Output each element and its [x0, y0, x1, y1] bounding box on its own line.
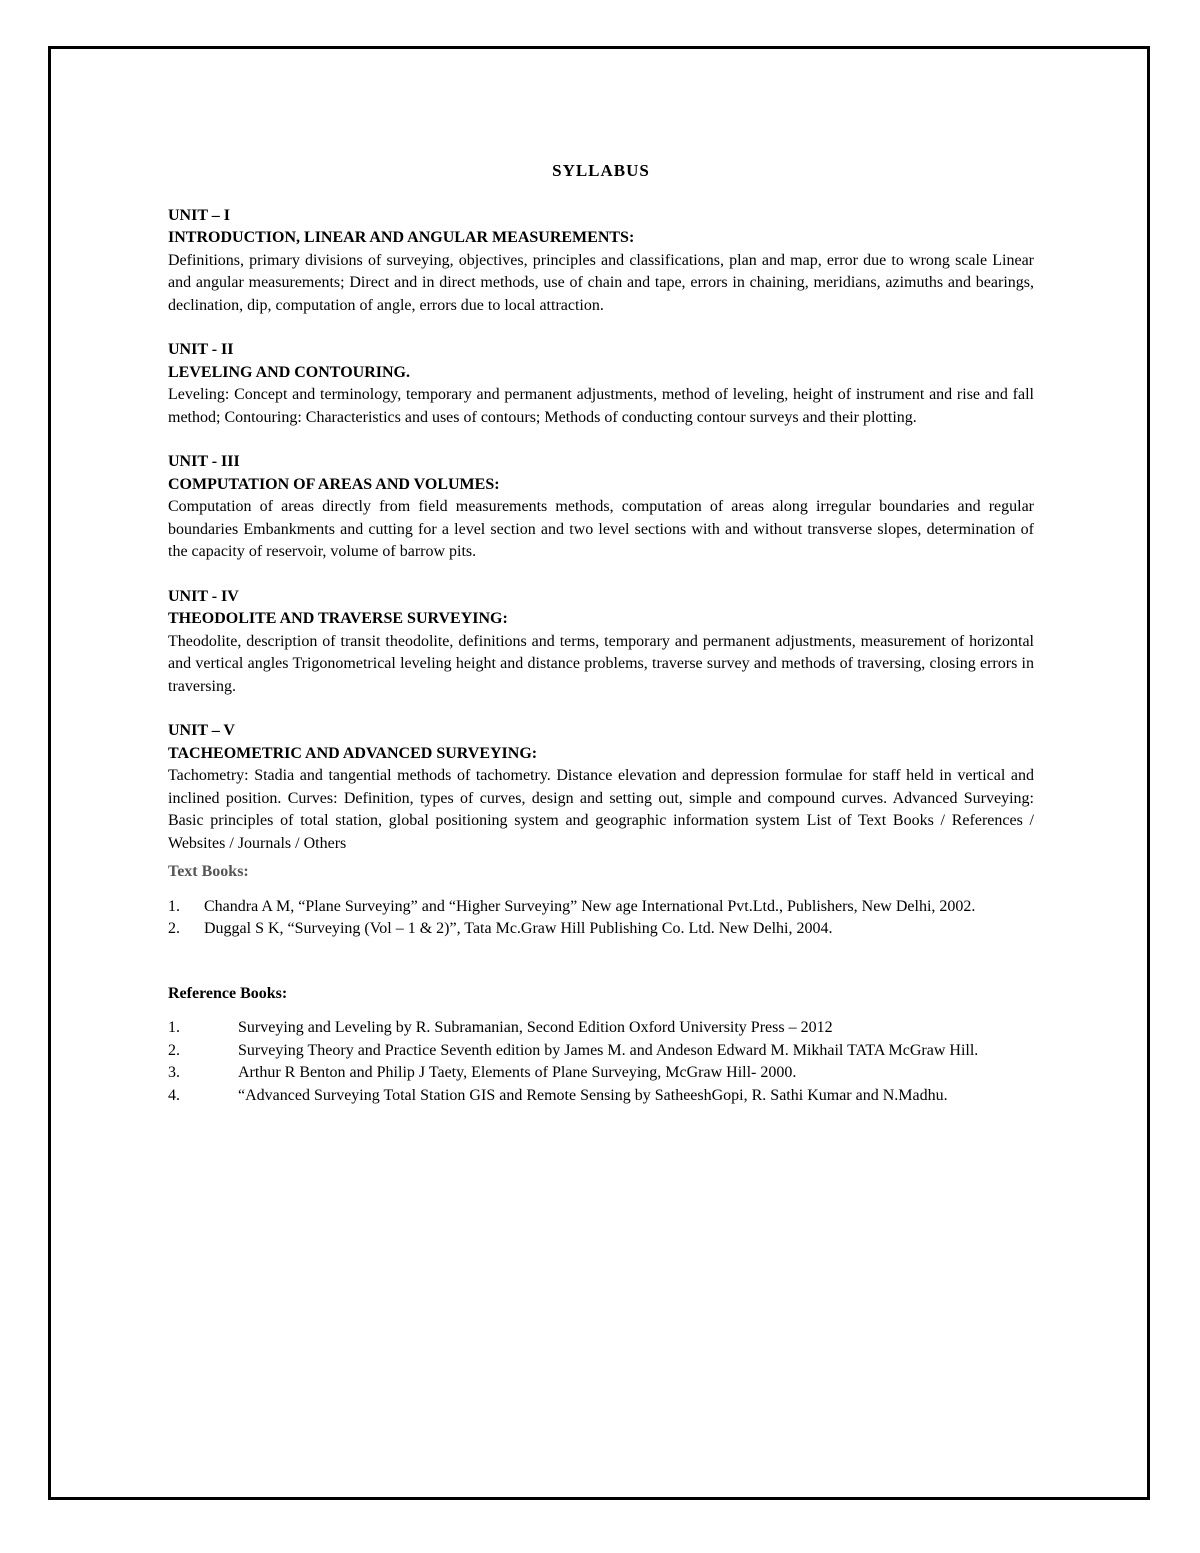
- item-number: 1.: [168, 1019, 180, 1036]
- item-number: 1.: [168, 897, 180, 915]
- list-item: [168, 1085, 1034, 1108]
- unit-body: Computation of areas directly from field measurements methods, computation of areas along irregular boundaries and regular boundaries Embankments and cutting for a level section and two level sections with and without transverse slopes, determination of the capacity of reservoir, volume of barrow pits.: [168, 498, 1034, 560]
- unit-2: [168, 339, 1034, 429]
- list-item: [168, 918, 1034, 941]
- unit-body: Tachometry: Stadia and tangential methods of tachometry. Distance elevation and depression formulae for staff held in vertical and inclined position. Curves: Definition, types of curves, design and setting out, simple and compound curves. Advanced Surveying: Basic principles of total station, global positioning system and geographic information system List of Text Books / References / Websites / Journals / Others: [168, 767, 1034, 852]
- item-number: 3.: [168, 1064, 180, 1081]
- unit-heading: THEODOLITE AND TRAVERSE SURVEYING:: [168, 610, 508, 627]
- list-item: [168, 1017, 1034, 1040]
- unit-body: Theodolite, description of transit theodolite, definitions and terms, temporary and permanent adjustments, measurement of horizontal and vertical angles Trigonometrical leveling height and distance problems, traverse survey and methods of traversing, closing errors in traversing.: [168, 632, 1034, 695]
- unit-5: [168, 720, 1034, 855]
- item-text: “Advanced Surveying Total Station GIS and Remote Sensing by SatheeshGopi, R. Sathi Kumar and N.Madhu.: [238, 1086, 948, 1104]
- unit-label: UNIT – I: [168, 206, 230, 224]
- unit-heading: INTRODUCTION, LINEAR AND ANGULAR MEASUREMENTS:: [168, 229, 635, 246]
- unit-label: UNIT - IV: [168, 587, 239, 605]
- text-books-list: [168, 896, 1034, 941]
- item-number: 4.: [168, 1086, 180, 1104]
- item-text: Chandra A M, “Plane Surveying” and “Higher Surveying” New age International Pvt.Ltd., Publishers, New Delhi, 2002.: [204, 897, 976, 915]
- item-text: Surveying and Leveling by R. Subramanian, Second Edition Oxford University Press – 2012: [238, 1019, 833, 1036]
- list-item: [168, 1062, 1034, 1085]
- unit-heading: COMPUTATION OF AREAS AND VOLUMES:: [168, 475, 500, 493]
- unit-body: Definitions, primary divisions of surveying, objectives, principles and classifications, plan and map, error due to wrong scale Linear and angular measurements; Direct and in direct methods, use of chain and tape, errors in chaining, meridians, azimuths and bearings, declination, dip, computation of angle, errors due to local attraction.: [168, 251, 1034, 314]
- item-number: 2.: [168, 920, 180, 937]
- item-number: 2.: [168, 1041, 180, 1059]
- item-text: Arthur R Benton and Philip J Taety, Elements of Plane Surveying, McGraw Hill- 2000.: [238, 1064, 797, 1081]
- unit-label: UNIT - III: [168, 453, 240, 470]
- item-text: Duggal S K, “Surveying (Vol – 1 & 2)”, Tata Mc.Graw Hill Publishing Co. Ltd. New Delhi, 2004.: [204, 920, 833, 937]
- unit-heading: TACHEOMETRIC AND ADVANCED SURVEYING:: [168, 744, 538, 762]
- unit-4: [168, 586, 1034, 699]
- list-item: [168, 896, 1034, 919]
- document-content: [168, 160, 1034, 1107]
- page-title: SYLLABUS: [552, 161, 650, 180]
- unit-1: [168, 205, 1034, 318]
- text-books-label: Text Books:: [168, 863, 249, 880]
- unit-label: UNIT – V: [168, 722, 235, 739]
- unit-body: Leveling: Concept and terminology, temporary and permanent adjustments, method of leveling, height of instrument and rise and fall method; Contouring: Characteristics and uses of contours; Methods of conducting contour surveys and their plotting.: [168, 386, 1034, 426]
- list-item: [168, 1040, 1034, 1063]
- unit-3: [168, 451, 1034, 564]
- item-text: Surveying Theory and Practice Seventh edition by James M. and Andeson Edward M. Mikhail TATA McGraw Hill.: [238, 1041, 979, 1059]
- unit-label: UNIT - II: [168, 341, 234, 358]
- reference-books-list: [168, 1017, 1034, 1107]
- reference-books-label: Reference Books:: [168, 984, 288, 1002]
- unit-heading: LEVELING AND CONTOURING.: [168, 363, 410, 381]
